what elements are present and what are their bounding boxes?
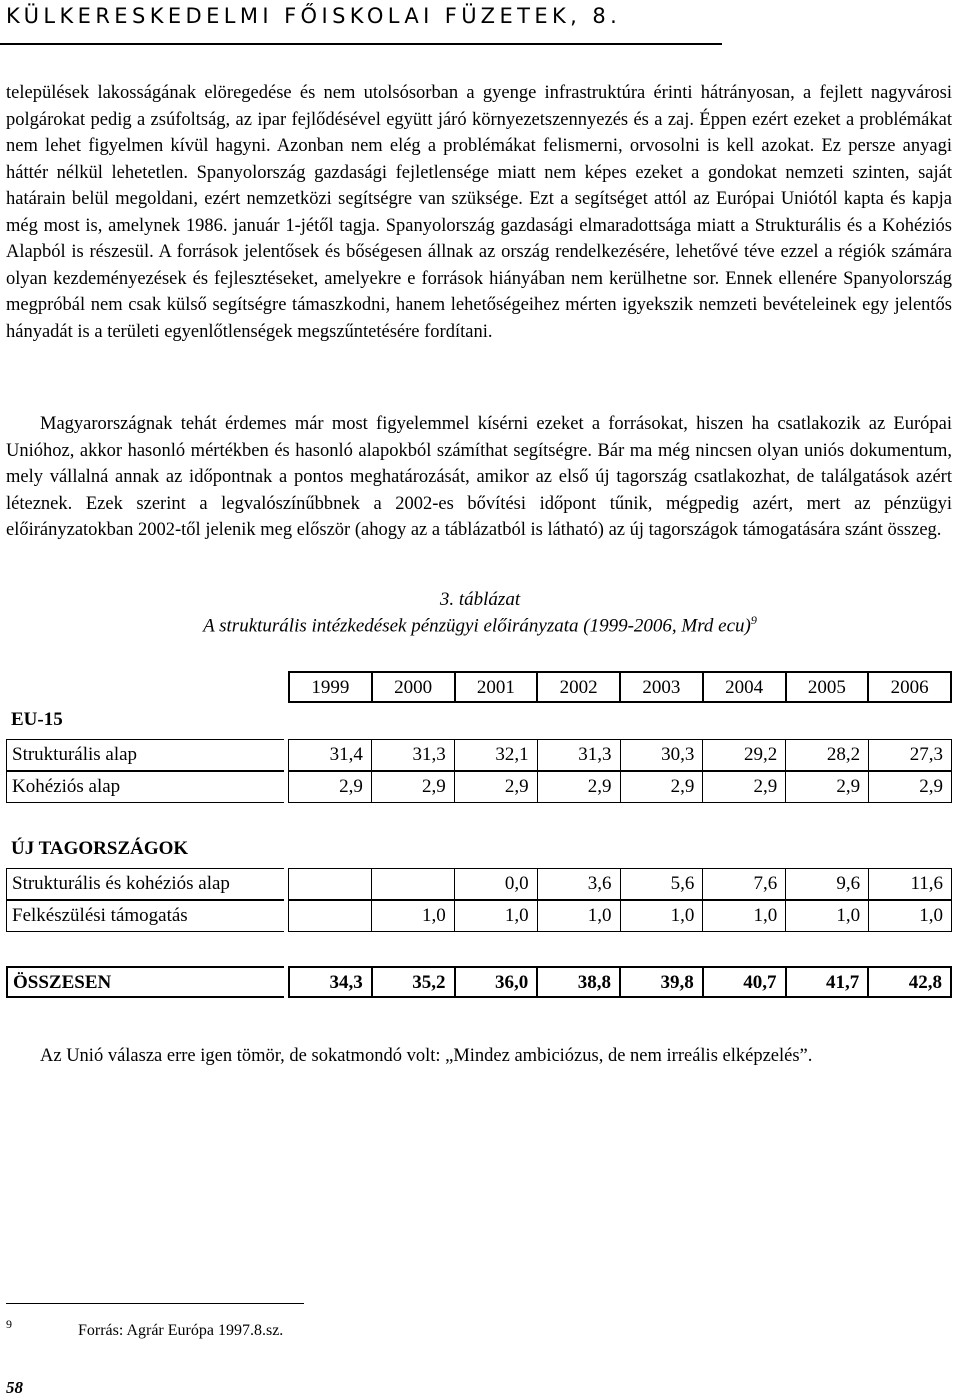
row-values bbox=[288, 868, 952, 900]
total-cell: 35,2 bbox=[373, 966, 456, 998]
value-cell: 2,9 bbox=[538, 771, 621, 803]
table-number: 3. táblázat bbox=[439, 589, 521, 610]
year-cell: 2003 bbox=[621, 671, 704, 703]
year-cell: 2006 bbox=[869, 671, 952, 703]
total-cell: 42,8 bbox=[869, 966, 952, 998]
value-cell: 31,3 bbox=[538, 739, 621, 771]
value-cell: 1,0 bbox=[538, 900, 621, 932]
row-label: Felkészülési támogatás bbox=[6, 900, 284, 932]
total-cell: 40,7 bbox=[704, 966, 787, 998]
year-header-cells bbox=[288, 671, 952, 703]
value-cell: 2,9 bbox=[372, 771, 455, 803]
table-header-row bbox=[6, 671, 952, 703]
year-cell: 2002 bbox=[538, 671, 621, 703]
year-cell: 2005 bbox=[787, 671, 870, 703]
footnote-rule bbox=[6, 1303, 304, 1304]
footnote-reference: 9 bbox=[750, 613, 757, 627]
total-cell: 36,0 bbox=[456, 966, 539, 998]
value-cell: 7,6 bbox=[703, 868, 786, 900]
footnote-text: Forrás: Agrár Európa 1997.8.sz. bbox=[78, 1322, 284, 1339]
value-cell: 9,6 bbox=[786, 868, 869, 900]
value-cell: 29,2 bbox=[703, 739, 786, 771]
year-cell: 1999 bbox=[288, 671, 373, 703]
total-cell: 38,8 bbox=[538, 966, 621, 998]
table-title bbox=[0, 613, 960, 637]
value-cell: 27,3 bbox=[869, 739, 952, 771]
value-cell: 1,0 bbox=[455, 900, 538, 932]
footnote-mark: 9 bbox=[6, 1317, 12, 1331]
value-cell bbox=[288, 868, 372, 900]
header-rule bbox=[0, 43, 722, 45]
row-values bbox=[288, 900, 952, 932]
table-row bbox=[6, 868, 952, 900]
row-values bbox=[288, 739, 952, 771]
value-cell: 30,3 bbox=[621, 739, 704, 771]
paragraph-3: Az Unió válasza erre igen tömör, de sokatmondó volt: „Mindez ambiciózus, de nem irreális elképzelés”. bbox=[40, 1046, 813, 1066]
value-cell: 2,9 bbox=[703, 771, 786, 803]
row-label: Strukturális és kohéziós alap bbox=[6, 868, 284, 900]
table-row bbox=[6, 771, 952, 803]
value-cell: 31,3 bbox=[372, 739, 455, 771]
value-cell: 2,9 bbox=[869, 771, 952, 803]
value-cell: 2,9 bbox=[288, 771, 372, 803]
paragraph-1: települések lakosságának elöregedése és nem utolsósorban a gyenge infrastruktúra érinti hátrányosan, a fejlett nagyvárosi polgárokat pedig a zsúfoltság, az ipar fejlődésével együtt járó környezetszennyezés és a zaj. Éppen ezért ezeket a problémákat nem lehet figyelmen kívül hagyni. Azonban nem elég a problémákat felismerni, orvosolni is kell azokat. Ez persze anyagi háttér nélkül lehetetlen. Spanyolország gazdasági fejletlensége miatt nem képes ezeket a gondokat nemzeti szinten, saját határain belül megoldani, ezért nemzetközi segítségre van szüksége. Ezt a segítséget attól az Európai Uniótól kapta és kapja még most is, amelynek 1986. január 1-jétől tagja. Spanyolország gazdasági elmaradottsága miatt a Strukturális és a Kohéziós Alapból is részesül. A források jelentősek és bőségesen állnak az ország rendelkezésére, lehetővé téve ezzel a régiók számára olyan kezdeményezések és fejlesztéseket, amelyekre e források hiányában nem kerülhetne sor. Ennek ellenére Spanyolország megpróbál nem csak külső segítségre támaszkodni, hanem lehetőségeihez mérten igyekszik nemzeti bevételeinek egy jelentős hányadát is a területi egyenlőtlenségek megszűntetésére fordítani. bbox=[6, 83, 952, 342]
total-cell: 34,3 bbox=[288, 966, 373, 998]
value-cell: 1,0 bbox=[703, 900, 786, 932]
row-label: Strukturális alap bbox=[6, 739, 284, 771]
year-cell: 2001 bbox=[456, 671, 539, 703]
total-cell: 41,7 bbox=[787, 966, 870, 998]
value-cell: 2,9 bbox=[621, 771, 704, 803]
page-number: 58 bbox=[6, 1378, 23, 1397]
value-cell: 1,0 bbox=[372, 900, 455, 932]
table-row bbox=[6, 900, 952, 932]
value-cell: 28,2 bbox=[786, 739, 869, 771]
row-label: Kohéziós alap bbox=[6, 771, 284, 803]
value-cell: 11,6 bbox=[869, 868, 952, 900]
value-cell bbox=[288, 900, 372, 932]
value-cell bbox=[372, 868, 455, 900]
value-cell: 5,6 bbox=[621, 868, 704, 900]
value-cell: 1,0 bbox=[621, 900, 704, 932]
total-cell: 39,8 bbox=[621, 966, 704, 998]
value-cell: 2,9 bbox=[455, 771, 538, 803]
section-label-new-members: ÚJ TAGORSZÁGOK bbox=[11, 838, 189, 859]
section-label-eu: EU-15 bbox=[11, 709, 63, 730]
value-cell: 32,1 bbox=[455, 739, 538, 771]
total-label: ÖSSZESEN bbox=[6, 966, 284, 998]
value-cell: 2,9 bbox=[786, 771, 869, 803]
table-title-text: A strukturális intézkedések pénzügyi előirányzata (1999-2006, Mrd ecu) bbox=[203, 615, 751, 637]
running-header: KÜLKERESKEDELMI FŐISKOLAI FÜZETEK, 8. bbox=[6, 4, 622, 28]
value-cell: 31,4 bbox=[288, 739, 372, 771]
table-total-row bbox=[6, 966, 952, 998]
value-cell: 1,0 bbox=[786, 900, 869, 932]
total-values bbox=[288, 966, 952, 998]
year-cell: 2000 bbox=[373, 671, 456, 703]
row-values bbox=[288, 771, 952, 803]
value-cell: 3,6 bbox=[538, 868, 621, 900]
year-cell: 2004 bbox=[704, 671, 787, 703]
value-cell: 1,0 bbox=[869, 900, 952, 932]
paragraph-2: Magyarországnak tehát érdemes már most figyelemmel kísérni ezeket a forrásokat, hiszen ha csatlakozik az Európai Unióhoz, akkor hasonló mértékben és hasonló alapokból számíthat segítségre. Bár ma még nincsen olyan uniós dokumentum, mely vállalná annak az időpontnak a pontos meghatározását, amikor az első új tagország csatlakozhat, de találgatások azért léteznek. Ezek szerint a legvalószínűbbnek a 2002-es bővítési időpont tűnik, mégpedig azért, mert az pénzügyi előirányzatokban 2002-től jelenik meg először (ahogy az a táblázatból is látható) az új tagországok támogatására szánt összeg. bbox=[6, 414, 952, 540]
table-row bbox=[6, 739, 952, 771]
value-cell: 0,0 bbox=[455, 868, 538, 900]
